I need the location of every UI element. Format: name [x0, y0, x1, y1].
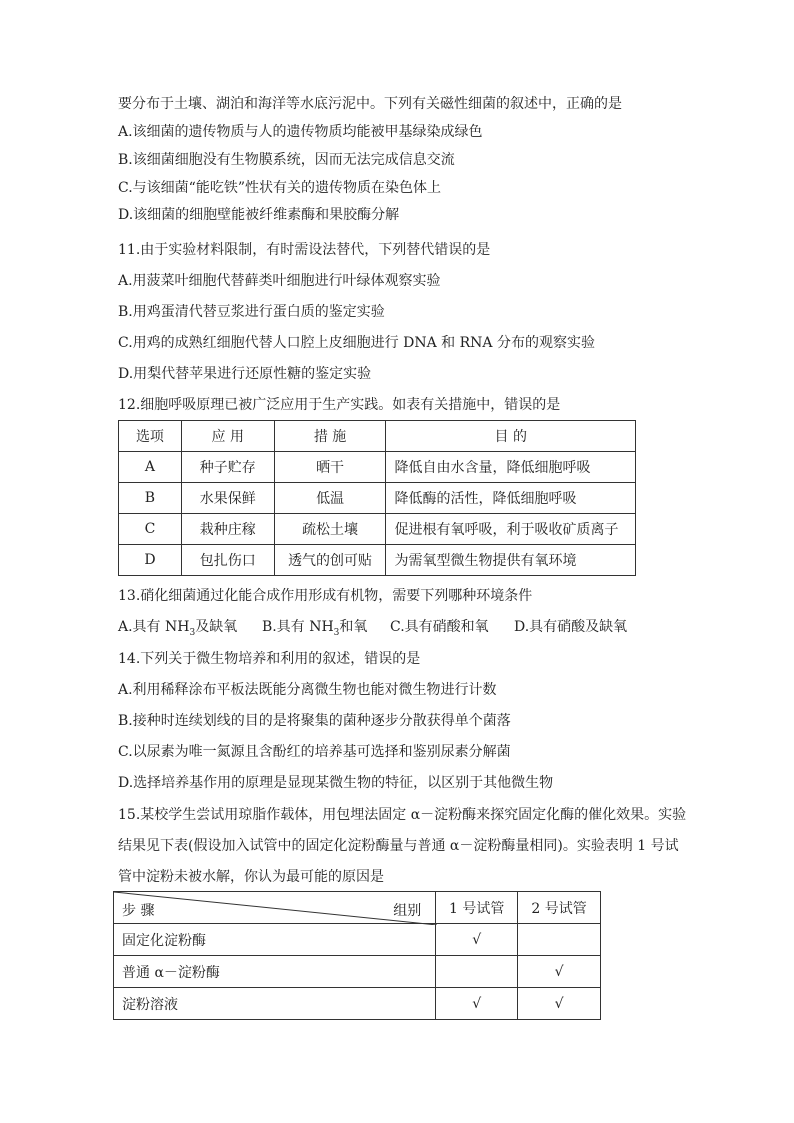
q15-table	[113, 891, 601, 1020]
q13-option-c: C.具有硝酸和氧	[390, 619, 489, 635]
q13-option-a-subscript: 3	[189, 627, 196, 638]
table-row	[114, 988, 601, 1020]
table-cell: √	[436, 988, 518, 1020]
q14-option-c: C.以尿素为唯一氮源且含酚红的培养基可选择和鉴别尿素分解菌	[118, 744, 511, 760]
table-cell: 促进根有氧呼吸，利于吸收矿质离子	[386, 514, 636, 545]
corner-label-groups: 组别	[393, 903, 422, 919]
q10-stem-line: 要分布于土壤、湖泊和海洋等水底污泥中。下列有关磁性细菌的叙述中，正确的是	[118, 96, 622, 112]
table-cell: √	[518, 988, 601, 1020]
table-header-row	[119, 421, 636, 452]
table-row	[119, 483, 636, 514]
table-row	[119, 514, 636, 545]
table-row	[114, 924, 601, 956]
table-cell: 普通 α－淀粉酶	[114, 956, 436, 988]
q14-option-b: B.接种时连续划线的目的是将聚集的菌种逐步分散获得单个菌落	[118, 713, 511, 729]
q13-option-b-subscript: 3	[333, 627, 340, 638]
q10-option-d: D.该细菌的细胞壁能被纤维素酶和果胶酶分解	[118, 207, 400, 223]
table-cell: C	[119, 514, 182, 545]
table-cell: 透气的创可贴	[274, 545, 386, 576]
diagonal-header-cell	[114, 892, 436, 924]
table-cell: 淀粉溶液	[114, 988, 436, 1020]
q10-option-a: A.该细菌的遗传物质与人的遗传物质均能被甲基绿染成绿色	[118, 124, 483, 140]
q14-option-a: A.利用稀释涂布平板法既能分离微生物也能对微生物进行计数	[118, 682, 497, 698]
header-purpose: 目 的	[386, 421, 636, 452]
q14-option-d: D.选择培养基作用的原理是显现某微生物的特征，以区别于其他微生物	[118, 775, 554, 791]
table-cell	[436, 956, 518, 988]
table-cell: B	[119, 483, 182, 514]
table-cell: 晒干	[274, 452, 386, 483]
table-cell: A	[119, 452, 182, 483]
q12-table	[118, 420, 636, 576]
header-application: 应 用	[181, 421, 274, 452]
table-row	[114, 956, 601, 988]
table-cell: 为需氧型微生物提供有氧环境	[386, 545, 636, 576]
table-cell: 栽种庄稼	[181, 514, 274, 545]
q11-option-c: C.用鸡的成熟红细胞代替人口腔上皮细胞进行 DNA 和 RNA 分布的观察实验	[118, 335, 595, 351]
table-row	[119, 545, 636, 576]
table-cell: 水果保鲜	[181, 483, 274, 514]
table-cell: 降低酶的活性，降低细胞呼吸	[386, 483, 636, 514]
header-measure: 措 施	[274, 421, 386, 452]
diagonal-line	[114, 892, 437, 925]
header-tube-2: 2 号试管	[518, 892, 601, 924]
q15-stem-line-2: 结果见下表(假设加入试管中的固定化淀粉酶量与普通 α－淀粉酶量相同)。实验表明 1 号试	[118, 838, 679, 854]
table-cell: 包扎伤口	[181, 545, 274, 576]
q11-stem: 11.由于实验材料限制，有时需设法替代，下列替代错误的是	[118, 242, 491, 258]
header-tube-1: 1 号试管	[436, 892, 518, 924]
table-row	[119, 452, 636, 483]
table-cell: √	[518, 956, 601, 988]
table-cell: 固定化淀粉酶	[114, 924, 436, 956]
q11-option-b: B.用鸡蛋清代替豆浆进行蛋白质的鉴定实验	[118, 304, 385, 320]
q13-option-b-tail: 和氧	[339, 619, 368, 635]
q15-stem-line-3: 管中淀粉未被水解，你认为最可能的原因是	[118, 869, 384, 885]
q15-stem-line-1: 15.某校学生尝试用琼脂作载体，用包埋法固定 α－淀粉酶来探究固定化酶的催化效果。实验	[118, 807, 687, 823]
corner-label-steps: 步 骤	[122, 903, 155, 919]
q12-stem: 12.细胞呼吸原理已被广泛应用于生产实践。如表有关措施中，错误的是	[118, 397, 561, 413]
q11-option-a: A.用菠菜叶细胞代替藓类叶细胞进行叶绿体观察实验	[118, 273, 441, 289]
table-cell: 低温	[274, 483, 386, 514]
q10-option-c: C.与该细菌“能吃铁”性状有关的遗传物质在染色体上	[118, 180, 441, 196]
table-header-row	[114, 892, 601, 924]
header-option: 选项	[119, 421, 182, 452]
table-cell: 降低自由水含量，降低细胞呼吸	[386, 452, 636, 483]
q14-stem: 14.下列关于微生物培养和利用的叙述，错误的是	[118, 651, 421, 667]
table-cell	[518, 924, 601, 956]
table-cell: √	[436, 924, 518, 956]
q13-stem: 13.硝化细菌通过化能合成作用形成有机物，需要下列哪种环境条件	[118, 588, 533, 604]
q11-option-d: D.用梨代替苹果进行还原性糖的鉴定实验	[118, 366, 372, 382]
q13-option-a	[118, 618, 237, 642]
q13-option-d: D.具有硝酸及缺氧	[514, 619, 628, 635]
table-cell: 种子贮存	[181, 452, 274, 483]
q13-option-b	[262, 618, 367, 642]
q10-option-b: B.该细菌细胞没有生物膜系统，因而无法完成信息交流	[118, 152, 455, 168]
table-cell: 疏松土壤	[274, 514, 386, 545]
table-cell: D	[119, 545, 182, 576]
q13-option-b-text: B.具有 NH	[262, 619, 334, 635]
q13-option-a-text: A.具有 NH	[118, 619, 190, 635]
q13-option-a-tail: 及缺氧	[195, 619, 238, 635]
